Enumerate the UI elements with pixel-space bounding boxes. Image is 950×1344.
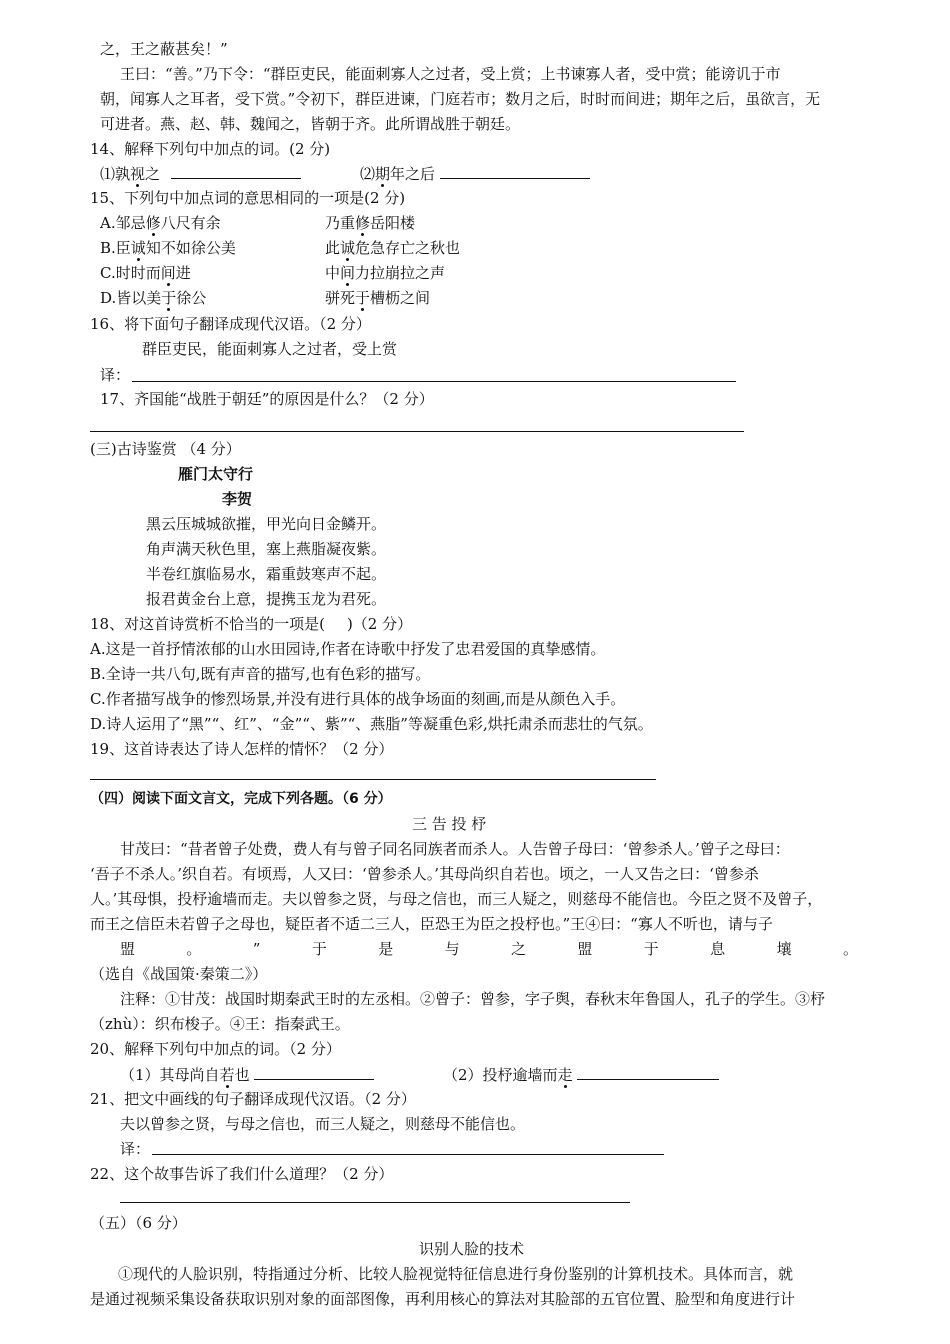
option-a-left: A.邹忌修八尺有余 (100, 214, 221, 232)
answer-line[interactable] (132, 381, 736, 382)
option-d-left: D.皆以美于徐公 (100, 289, 207, 307)
question-14-a: ⑴孰视之 (100, 164, 301, 183)
section-5-heading: （五）（6 分） (90, 1214, 187, 1232)
option-c-left: C.时时而间进 (100, 264, 191, 282)
answer-blank[interactable] (577, 1065, 719, 1080)
option-c-right: 中间力拉崩拉之声 (325, 264, 446, 282)
article-title: 识别人脸的技术 (419, 1240, 525, 1258)
option-a: A.这是一首抒情浓郁的山水田园诗,作者在诗歌中抒发了忠君爱国的真挚感情。 (90, 640, 606, 658)
poem-line: 黑云压城城欲摧，甲光向日金鳞开。 (146, 515, 387, 533)
answer-line[interactable] (90, 431, 744, 432)
article-line: 是通过视频采集设备获取识别对象的面部图像，再利用核心的算法对其脸部的五官位置、脸型和角度进行计 (90, 1290, 796, 1308)
answer-line[interactable] (152, 1154, 664, 1155)
passage-line: 甘茂曰：“昔者曾子处费，费人有与曾子同名同族者而杀人。人告曾子母曰：‘曾参杀人。’曾子之母曰： (120, 840, 790, 858)
passage-line: 之，王之蔽甚矣！” (100, 40, 228, 58)
question-15-stem: 15、下列句中加点词的意思相同的一项是(2 分) (90, 189, 406, 207)
question-20-b: （2）投杼逾墙而走 (443, 1065, 719, 1084)
option-c: C.作者描写战争的惨烈场景,并没有进行具体的战争场面的刻画,而是从颜色入手。 (90, 690, 626, 708)
article-line: ①现代的人脸识别，特指通过分析、比较人脸视觉特征信息进行身份鉴别的计算机技术。具体而言，就 (118, 1265, 794, 1283)
section-3-heading: (三)古诗鉴赏 （4 分） (90, 440, 241, 458)
passage-line: 可进者。燕、赵、韩、魏闻之，皆朝于齐。此所谓战胜于朝廷。 (100, 115, 521, 133)
poem-author: 李贺 (222, 490, 253, 508)
answer-blank[interactable] (254, 1065, 374, 1080)
passage-source: （选自《战国策·秦策二》） (90, 965, 268, 983)
passage-line: 人。’其母惧，投杼逾墙而走。夫以曾参之贤，与母之信也，而三人疑之，则慈母不能信也。今臣之贤不及曾子， (90, 890, 823, 908)
answer-blank[interactable] (440, 164, 590, 179)
translate-label: 译： (120, 1140, 151, 1158)
passage-line: 王曰：“善。”乃下令：“群臣吏民，能面刺寡人之过者，受上赏；上书谏寡人者，受中赏；能谤讥于市 (120, 65, 781, 83)
poem-line: 半卷红旗临易水，霜重鼓寒声不起。 (146, 565, 387, 583)
question-16-sentence: 群臣吏民，能面刺寡人之过者，受上赏 (142, 340, 398, 358)
question-17-stem: 17、齐国能“战胜于朝廷”的原因是什么？（2 分） (100, 390, 434, 408)
answer-line[interactable] (90, 779, 656, 780)
option-a-right: 乃重修岳阳楼 (325, 214, 416, 232)
annotation-line: 注释：①甘茂：战国时期秦武王时的左丞相。②曾子：曾参，字子舆，春秋末年鲁国人，孔子的学生。③杼 (120, 990, 826, 1008)
option-d-right: 骈死于槽枥之间 (325, 289, 431, 307)
question-18-stem: 18、对这首诗赏析不恰当的一项是( )（2 分） (90, 615, 413, 633)
passage-title: 三 告 投 杼 (412, 815, 487, 833)
question-20-stem: 20、解释下列句中加点的词。（2 分） (90, 1040, 341, 1058)
poem-title: 雁门太守行 (178, 465, 254, 483)
translate-label: 译： (100, 366, 131, 384)
question-21-stem: 21、把文中画线的句子翻译成现代汉语。（2 分） (90, 1090, 416, 1108)
question-22-stem: 22、这个故事告诉了我们什么道理？（2 分） (90, 1165, 394, 1183)
poem-line: 报君黄金台上意，提携玉龙为君死。 (146, 590, 387, 608)
option-d: D.诗人运用了“黑”“、红”、“金”“、紫”“、燕脂”等凝重色彩,烘托肃杀而悲壮的气氛。 (90, 715, 653, 733)
answer-blank[interactable] (171, 164, 301, 179)
question-20-a: （1）其母尚自若也 (120, 1065, 374, 1084)
passage-line: ‘吾子不杀人。’织自若。有顷焉，人又曰：‘曾参杀人。’其母尚织自若也。顷之，一人又告之曰：‘曾参杀 (90, 865, 759, 883)
question-16-stem: 16、将下面句子翻译成现代汉语。（2 分） (90, 315, 371, 333)
passage-line: 而王之信臣未若曾子之母也，疑臣者不适二三人，臣恐王为臣之投杼也。”王④曰：“寡人不听也，请与子 (90, 915, 773, 933)
question-14-stem: 14、解释下列句中加点的词。(2 分) (90, 140, 331, 158)
passage-line: 朝，闻寡人之耳者，受下赏。”令初下，群臣进谏，门庭若市；数月之后，时时而间进；期年之后，虽欲言，无 (100, 90, 821, 108)
question-21-sentence: 夫以曾参之贤，与母之信也，而三人疑之，则慈母不能信也。 (120, 1115, 526, 1133)
option-b-left: B.臣诚知不如徐公美 (100, 239, 236, 257)
section-4-heading: （四）阅读下面文言文，完成下列各题。（6 分） (90, 791, 392, 807)
question-19-stem: 19、这首诗表达了诗人怎样的情怀？（2 分） (90, 740, 394, 758)
poem-line: 角声满天秋色里，塞上燕脂凝夜紫。 (146, 540, 387, 558)
answer-line[interactable] (120, 1202, 630, 1203)
option-b-right: 此诚危急存亡之秋也 (325, 239, 461, 257)
passage-line-justified: 盟 。 ” 于 是 与 之 盟 于 息 壤 。 (120, 940, 858, 958)
annotation-line: （zhù）：织布梭子。④王：指秦武王。 (90, 1015, 350, 1033)
question-14-b: ⑵期年之后 (360, 164, 590, 183)
option-b: B.全诗一共八句,既有声音的描写,也有色彩的描写。 (90, 665, 431, 683)
